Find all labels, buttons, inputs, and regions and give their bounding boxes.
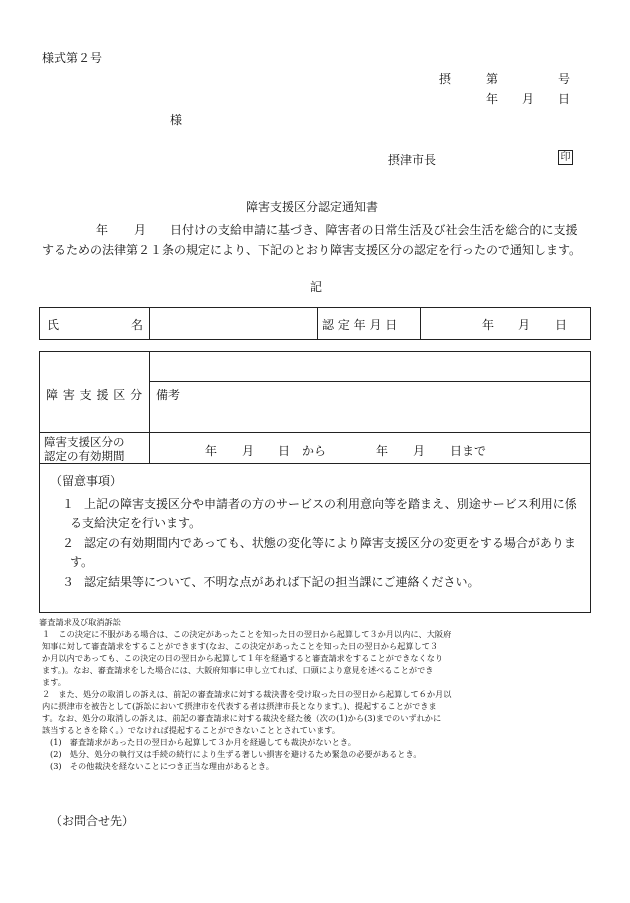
appeal-line: ます。)。なお、審査請求をした場合には、大阪府知事に申し立てれば、口頭により意見を述べることができ	[42, 665, 434, 675]
appeal-line: １ この決定に不服がある場合は、この決定があったことを知った日の翌日から起算して３か月以内に、大阪府	[42, 629, 452, 639]
name-date-table	[39, 307, 591, 340]
note-line: 認定結果等について、不明な点があれば下記の担当課にご連絡ください。	[84, 575, 480, 589]
kubun-label: 障 害 支 援 区 分	[46, 388, 143, 402]
note-line: 上記の障害支援区分や申請者の方のサービスの利用意向等を踏まえ、別途サービス利用に係	[84, 497, 577, 511]
validity-kara: から	[302, 444, 327, 458]
addressee-suffix: 様	[170, 113, 183, 127]
appeal-line: ます。	[42, 677, 66, 687]
form-number: 様式第２号	[42, 51, 103, 65]
biko-label: 備考	[156, 388, 181, 402]
note-line: 認定の有効期間内であっても、状態の変化等により障害支援区分の変更をする場合がありま	[84, 536, 576, 550]
appeal-line: 内に摂津市を被告として(訴訟において摂津市を代表する者は摂津市長となります。)、提起することができま	[42, 701, 437, 711]
doc-number-dai: 第	[486, 72, 499, 86]
validity-start-year: 年	[205, 444, 218, 458]
issuer: 摂津市長	[388, 153, 437, 167]
appeal-line: 該当するときを除く。）でなければ提起することができないこととされています。	[42, 725, 341, 735]
appeal-item: (2) 処分、処分の執行又は手続の続行により生ずる著しい損害を避けるため緊急の必要があるとき。	[50, 749, 422, 759]
cert-month: 月	[518, 318, 531, 332]
date-year: 年	[486, 92, 499, 106]
appeal-line: ２ また、処分の取消しの訴えは、前記の審査請求に対する裁決書を受け取った日の翌日から起算して６か月以	[42, 689, 452, 699]
seal-mark: 印	[558, 150, 573, 165]
validity-start-day: 日	[278, 444, 291, 458]
appeal-item: (3) その他裁決を経ないことにつき正当な理由があるとき。	[50, 761, 274, 771]
ki-marker: 記	[310, 280, 323, 294]
intro-month: 月	[134, 223, 147, 237]
intro-year: 年	[96, 223, 109, 237]
cert-year: 年	[482, 318, 495, 332]
cert-day: 日	[555, 318, 568, 332]
note-number: １	[62, 497, 75, 511]
note-line: る支給決定を行います。	[70, 516, 202, 530]
date-month: 月	[522, 92, 535, 106]
validity-end-month: 月	[413, 444, 426, 458]
validity-label-1: 障害支援区分の	[44, 435, 125, 449]
contact-heading: （お問合せ先）	[50, 814, 135, 828]
doc-number-go: 号	[558, 72, 571, 86]
name-label-1: 氏	[47, 318, 60, 332]
appeal-title: 審査請求及び取消訴訟	[39, 617, 121, 627]
doc-number-settsu: 摂	[439, 72, 452, 86]
note-number: ３	[62, 575, 75, 589]
document-title: 障害支援区分認定通知書	[246, 200, 379, 214]
validity-end-year: 年	[376, 444, 389, 458]
appeal-item: (1) 審査請求があった日の翌日から起算して３か月を経過しても裁決がないとき。	[50, 737, 356, 747]
intro-line2: するための法律第２１条の規定により、下記のとおり障害支援区分の認定を行ったので通知します。	[42, 243, 582, 257]
validity-start-month: 月	[242, 444, 255, 458]
cert-date-label: 認 定 年 月 日	[322, 318, 398, 332]
validity-label-2: 認定の有効期間	[44, 449, 125, 463]
intro-line1: 日付けの支給申請に基づき、障害者の日常生活及び社会生活を総合的に支援	[170, 223, 578, 237]
validity-made: 日まで	[450, 444, 487, 458]
name-label-2: 名	[131, 318, 144, 332]
notes-title: （留意事項）	[50, 474, 123, 488]
date-day: 日	[558, 92, 571, 106]
appeal-line: す。なお、処分の取消しの訴えは、前記の審査請求に対する裁決を経た後（次の(1)から(3)までのいずれかに	[42, 713, 442, 723]
appeal-line: 知事に対して審査請求をすることができます(なお、この決定があったことを知った日の翌日から起算して３	[42, 641, 439, 651]
note-line: す。	[70, 555, 94, 569]
appeal-line: か月以内であっても、この決定の日の翌日から起算して１年を経過すると審査請求をすることができなくなり	[42, 653, 444, 663]
note-number: ２	[62, 536, 75, 550]
